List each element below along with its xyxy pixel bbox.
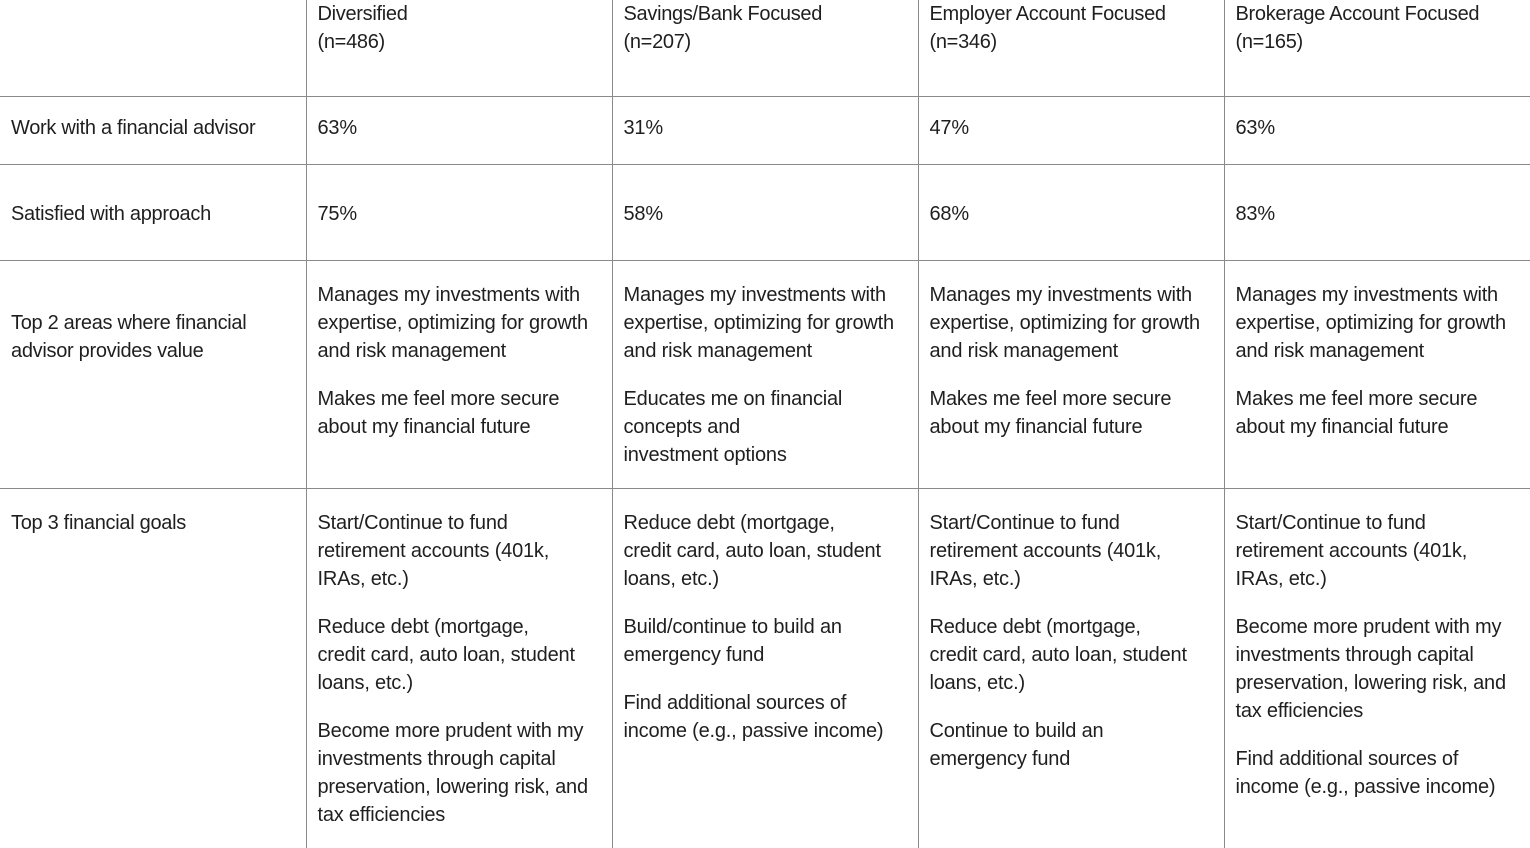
advisor-value-diversified: 63% [306,96,612,164]
row-label-text: Top 2 areas where financial advisor provides value [11,311,247,362]
advisor-value-savings-bank: 31% [612,96,918,164]
list-item: Find additional sources of income (e.g., passive income) [1235,747,1496,798]
list-item: Manages my investments with expertise, optimizing for growth and risk management [623,283,894,362]
goals-brokerage-account [1224,488,1530,848]
list-item: Manages my investments with expertise, optimizing for growth and risk management [929,283,1200,362]
list-item: Reduce debt (mortgage, credit card, auto loan, student loans, etc.) [929,615,1187,694]
column-header-diversified [306,0,612,96]
row-label-advisor: Work with a financial advisor [0,96,306,164]
list-item: Start/Continue to fund retirement accounts (401k, IRAs, etc.) [929,511,1162,590]
list-item: Makes me feel more secure about my financial future [929,387,1172,438]
column-name: Brokerage Account Focused [1235,3,1480,25]
column-count: (n=165) [1235,31,1303,53]
list-item: Build/continue to build an emergency fund [623,615,842,666]
column-name: Savings/Bank Focused [623,3,823,25]
list-item: Become more prudent with my investments through capital preservation, lowering risk, and tax efficiencies [1235,615,1506,722]
row-label-satisfied: Satisfied with approach [0,164,306,260]
list-item: Makes me feel more secure about my financial future [317,387,560,438]
list-item: Makes me feel more secure about my financial future [1235,387,1478,438]
column-name: Employer Account Focused [929,3,1166,25]
advisor-value-employer-account: 47% [918,96,1224,164]
row-label-goals: Top 3 financial goals [0,488,306,848]
table-row [0,488,1530,848]
value-areas-employer-account [918,260,1224,488]
list-item: Manages my investments with expertise, optimizing for growth and risk management [317,283,588,362]
list-item: Become more prudent with my investments through capital preservation, lowering risk, and tax efficiencies [317,719,588,826]
list-item: Start/Continue to fund retirement accounts (401k, IRAs, etc.) [1235,511,1468,590]
list-item: Educates me on financial concepts and investment options [623,387,843,466]
satisfied-value-savings-bank: 58% [612,164,918,260]
list-item: Manages my investments with expertise, optimizing for growth and risk management [1235,283,1506,362]
table-row [0,260,1530,488]
column-header-employer-account [918,0,1224,96]
list-item: Reduce debt (mortgage, credit card, auto loan, student loans, etc.) [317,615,575,694]
list-item: Continue to build an emergency fund [929,719,1104,770]
goals-savings-bank [612,488,918,848]
header-row [0,0,1530,96]
list-item: Start/Continue to fund retirement accounts (401k, IRAs, etc.) [317,511,550,590]
goals-diversified [306,488,612,848]
row-label-value-areas [0,260,306,488]
column-count: (n=346) [929,31,997,53]
table-row [0,164,1530,260]
value-areas-savings-bank [612,260,918,488]
column-count: (n=486) [317,31,385,53]
list-item: Reduce debt (mortgage, credit card, auto loan, student loans, etc.) [623,511,881,590]
column-header-brokerage-account [1224,0,1530,96]
corner-cell [0,0,306,96]
list-item: Find additional sources of income (e.g., passive income) [623,691,884,742]
value-areas-diversified [306,260,612,488]
value-areas-brokerage-account [1224,260,1530,488]
satisfied-value-brokerage-account: 83% [1224,164,1530,260]
column-name: Diversified [317,3,408,25]
table-row [0,96,1530,164]
column-count: (n=207) [623,31,691,53]
satisfied-value-employer-account: 68% [918,164,1224,260]
column-header-savings-bank [612,0,918,96]
advisor-value-brokerage-account: 63% [1224,96,1530,164]
satisfied-value-diversified: 75% [306,164,612,260]
goals-employer-account [918,488,1224,848]
